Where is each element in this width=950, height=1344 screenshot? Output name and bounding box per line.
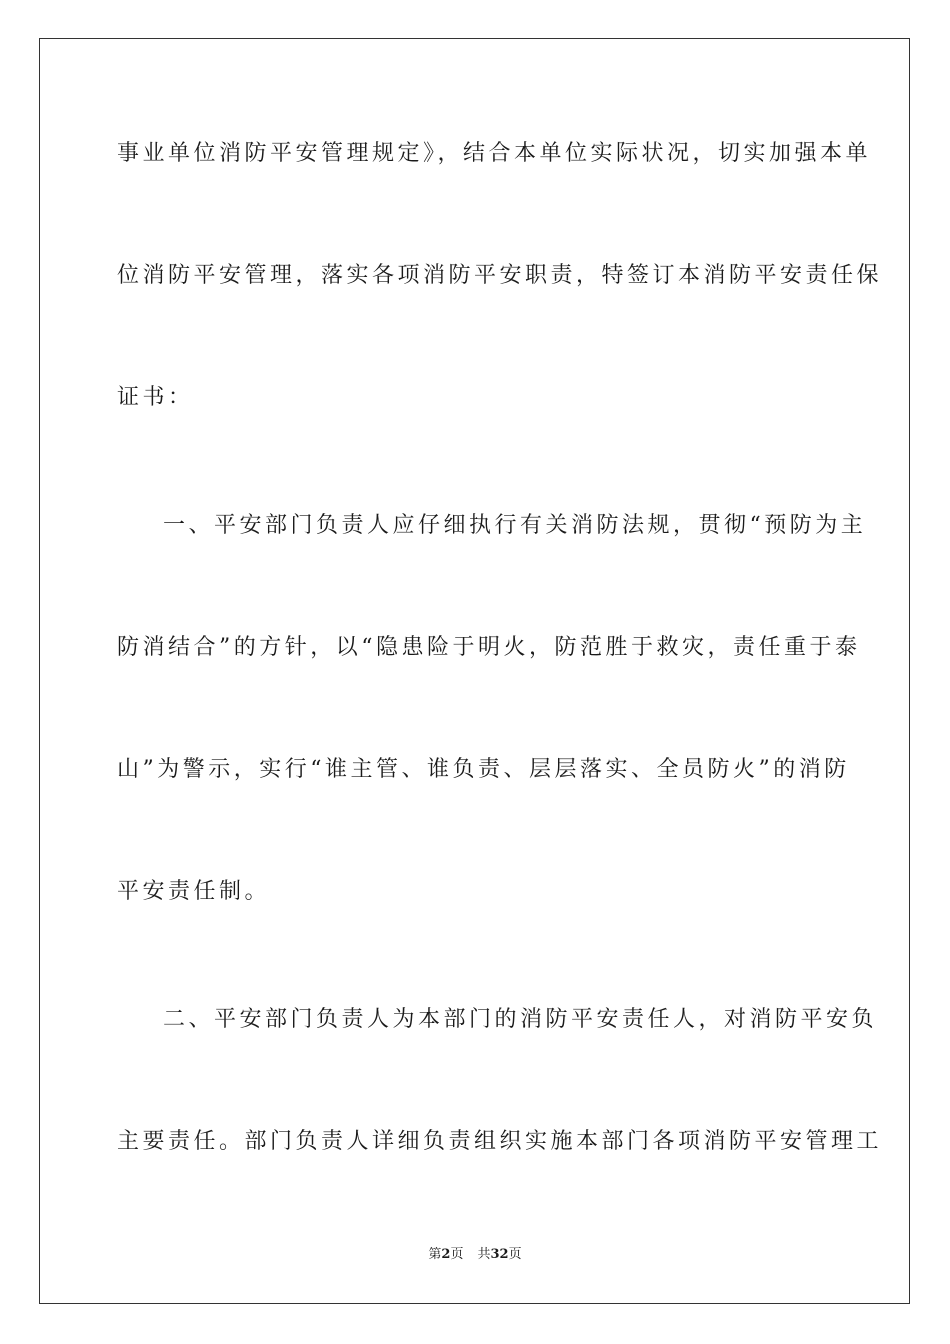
body-text-line: 事业单位消防平安管理规定》，结合本单位实际状况，切实加强本单 (117, 141, 872, 166)
page-number: 2 (441, 1247, 451, 1262)
total-suffix: 页 (508, 1247, 522, 1262)
page-footer (0, 1246, 950, 1264)
body-text-line: 平安责任制。 (117, 879, 271, 904)
body-text-line: 证书： (117, 385, 194, 410)
page-suffix: 页 (450, 1247, 464, 1262)
total-prefix: 共 (477, 1247, 491, 1262)
body-text-line: 位消防平安管理，落实各项消防平安职责，特签订本消防平安责任保 (117, 263, 883, 288)
total-pages: 32 (490, 1247, 509, 1262)
paragraph-1-first-line: 一、平安部门负责人应仔细执行有关消防法规，贯彻“预防为主 (163, 513, 867, 538)
body-text-line: 防消结合”的方针，以“隐患险于明火，防范胜于救灾，责任重于泰 (117, 635, 861, 660)
paragraph-2-first-line: 二、平安部门负责人为本部门的消防平安责任人，对消防平安负 (163, 1007, 878, 1032)
page-prefix: 第 (428, 1247, 442, 1262)
body-text-line: 主要责任。部门负责人详细负责组织实施本部门各项消防平安管理工 (117, 1129, 883, 1154)
body-text-line: 山”为警示，实行“谁主管、谁负责、层层落实、全员防火”的消防 (117, 757, 850, 782)
page-border (39, 38, 910, 1304)
